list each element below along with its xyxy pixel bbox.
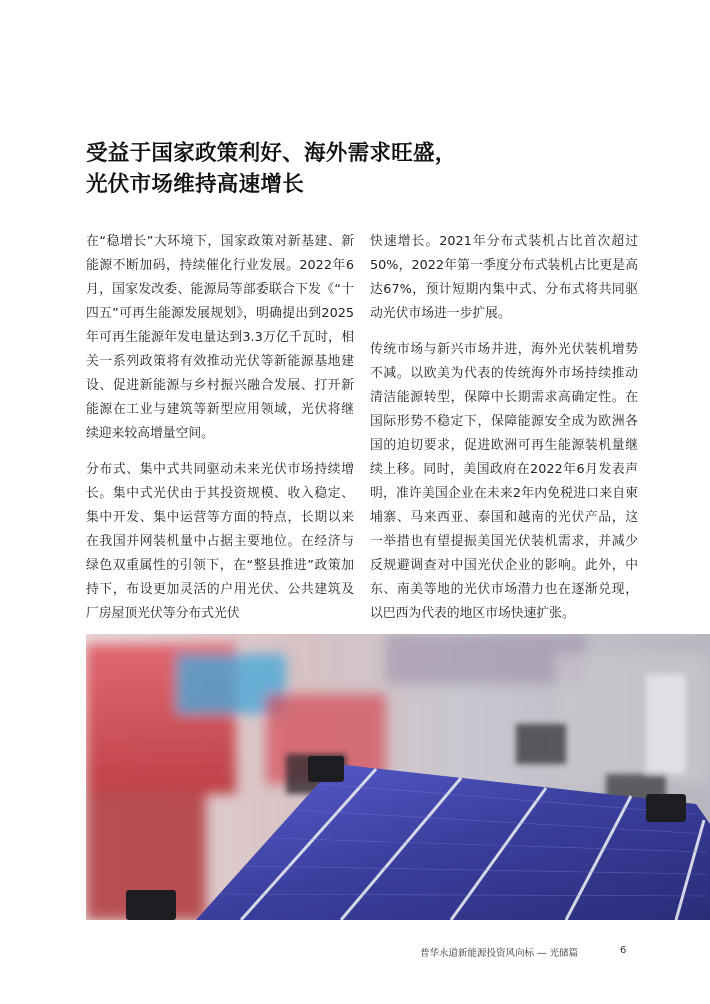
paragraph: 分布式、集中式共同驱动未来光伏市场持续增长。集中式光伏由于其投资规模、收入稳定、集中开发、集中运营等方面的特点，长期以来在我国并网装机量中占据主要地位。在经济与绿色双重属性的引领下，在“整县推进”政策加持下，布设更加灵活的户用光伏、公共建筑及厂房屋顶光伏等分布式光伏 (86, 462, 354, 621)
title-line-1: 受益于国家政策利好、海外需求旺盛， (86, 141, 457, 166)
solar-cell-photo (86, 634, 710, 920)
solar-cell-illustration (86, 634, 710, 920)
title-line-2: 光伏市场维持高速增长 (86, 172, 305, 197)
page-footer (420, 945, 630, 959)
holder-clip (126, 890, 176, 920)
holder-clip (308, 756, 344, 782)
page-number: 6 (620, 945, 627, 956)
holder-clip (646, 794, 686, 822)
paragraph: 在“稳增长”大环境下，国家政策对新基建、新能源不断加码，持续催化行业发展。2022年6月，国家发改委、能源局等部委联合下发《“十四五”可再生能源发展规划》，明确提出到2025年可再生能源年发电量达到3.3万亿千瓦时，相关一系列政策将有效推动光伏等新能源基地建设、促进新能源与乡村振兴融合发展、打开新能源在工业与建筑等新型应用领域，光伏将继续迎来较高增量空间。 (86, 234, 354, 441)
paragraph: 传统市场与新兴市场并进，海外光伏装机增势不减。以欧美为代表的传统海外市场持续推动清洁能源转型，保障中长期需求高确定性。在国际形势不稳定下，保障能源安全成为欧洲各国的迫切要求，促进欧洲可再生能源装机量继续上移。同时，美国政府在2022年6月发表声明，准许美国企业在未来2年内免税进口来自柬埔寨、马来西亚、泰国和越南的光伏产品，这一举措也有望提振美国光伏装机需求，并减少反规避调查对中国光伏企业的影响。此外，中东、南美等地的光伏市场潜力也在逐渐兑现，以巴西为代表的地区市场快速扩张。 (370, 342, 638, 621)
article-title (86, 138, 646, 200)
left-column (86, 230, 354, 638)
footer-text: 普华永道新能源投资风向标 — 光储篇 (420, 948, 579, 959)
right-column (370, 230, 638, 638)
paragraph: 快速增长。2021年分布式装机占比首次超过50%，2022年第一季度分布式装机占比更是高达67%，预计短期内集中式、分布式将共同驱动光伏市场进一步扩展。 (370, 234, 638, 321)
